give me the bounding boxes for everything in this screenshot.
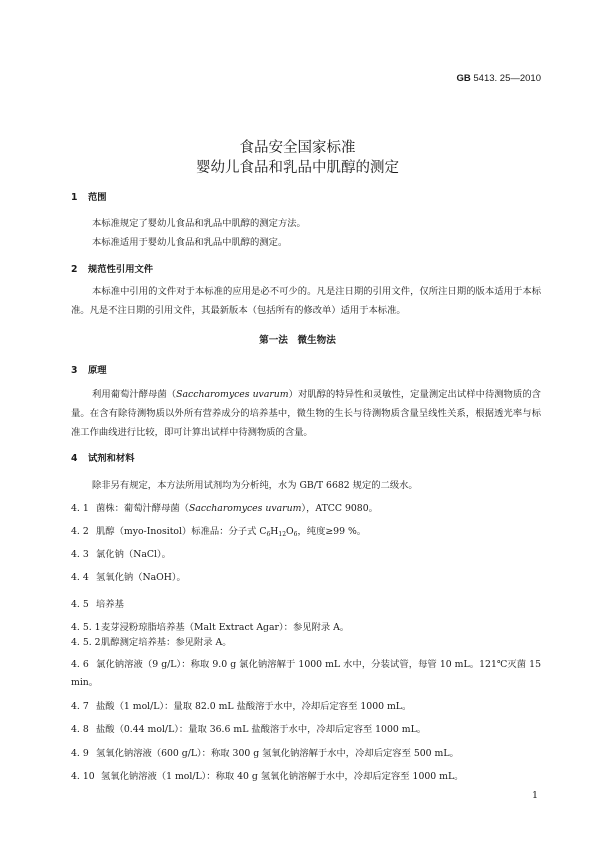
section-title: 试剂和材料 — [88, 453, 135, 464]
item-number: 4. 10 — [71, 771, 95, 782]
item-number: 4. 7 — [71, 701, 89, 712]
item-text: 盐酸（0.44 mol/L）：量取 36.6 mL 盐酸溶于水中，冷却后定容至 1000 mL。 — [96, 724, 427, 735]
organism-name: Saccharomyces uvarum — [176, 389, 289, 400]
section-3-heading — [71, 362, 107, 376]
text-run: ）对肌醇的特异性和灵敏性，定量测定出试样中待测物质的含量。在含有除待测物质以外所有营养成分的培养基中，微生物的生长与待测物质含量呈线性关系，根据透光率与标准工作曲线进行比较，即可计算出试样中待测物质的含量。 — [71, 389, 541, 438]
section-1-para-1: 本标准规定了婴幼儿食品和乳品中肌醇的测定方法。 — [92, 218, 306, 229]
item-text: 氢氧化钠溶液（1 mol/L）：称取 40 g 氢氧化钠溶解于水中，冷却后定容至 1000 mL。 — [101, 771, 464, 782]
subscript: 12 — [278, 531, 287, 538]
text-run: 利用葡萄汁酵母菌（ — [92, 389, 177, 400]
item-text: 氢氧化钠（NaOH）。 — [96, 572, 186, 583]
section-4-para-1: 除非另有规定，本方法所用试剂均为分析纯，水为 GB/T 6682 规定的二级水。 — [92, 480, 418, 491]
section-number: 1 — [71, 192, 78, 203]
item-4-8 — [71, 721, 426, 735]
item-4-6 — [71, 656, 541, 692]
text-run: 肌醇（myo-Inositol）标准品：分子式 C — [96, 526, 267, 537]
method-title: 第一法 微生物法 — [259, 335, 336, 346]
page-number: 1 — [531, 790, 538, 801]
item-number: 4. 9 — [71, 748, 89, 759]
standard-code — [456, 73, 541, 84]
section-title: 规范性引用文件 — [88, 264, 154, 275]
item-4-2 — [71, 523, 366, 538]
section-title: 范围 — [88, 192, 107, 203]
section-number: 2 — [71, 264, 78, 275]
item-4-3 — [71, 546, 171, 560]
section-2-para-1: 本标准中引用的文件对于本标准的应用是必不可少的。凡是注日期的引用文件，仅所注日期的版本适用于本标准。凡是不注日期的引用文件，其最新版本（包括所有的修改单）适用于本标准。 — [71, 286, 541, 316]
section-number: 4 — [71, 453, 78, 464]
item-text: 氢氧化钠溶液（600 g/L）：称取 300 g 氢氧化钠溶解于水中，冷却后定容至 500 mL。 — [96, 748, 459, 759]
text-run: ，纯度≥99 %。 — [297, 526, 367, 537]
item-4-1 — [71, 500, 378, 514]
section-1-para-2: 本标准适用于婴幼儿食品和乳品中肌醇的测定。 — [92, 237, 288, 248]
item-text: 氯化钠溶液（9 g/L）：称取 9.0 g 氯化钠溶解于 1000 mL 水中，分装试管，每管 10 mL。121℃灭菌 15 min。 — [71, 659, 541, 688]
standard-prefix: GB — [456, 73, 471, 84]
item-text: 氯化钠（NaCl）。 — [96, 549, 171, 560]
text-run: 菌株：葡萄汁酵母菌（ — [96, 503, 189, 514]
item-number: 4. 5 — [71, 599, 89, 610]
subscript: 6 — [293, 531, 298, 538]
text-run: ），ATCC 9080。 — [301, 503, 378, 514]
section-4-heading — [71, 450, 135, 464]
section-title: 原理 — [88, 365, 107, 376]
section-3-para-1 — [71, 385, 541, 442]
document-title-line1: 食品安全国家标准 — [239, 140, 356, 156]
item-4-10 — [71, 768, 463, 782]
item-4-5-2 — [71, 634, 232, 648]
item-number: 4. 1 — [71, 503, 89, 514]
section-number: 3 — [71, 365, 78, 376]
item-text: 盐酸（1 mol/L）：量取 82.0 mL 盐酸溶于水中，冷却后定容至 1000 mL。 — [96, 701, 412, 712]
item-4-7 — [71, 698, 411, 712]
item-text: 培养基 — [96, 599, 124, 610]
item-4-9 — [71, 745, 459, 759]
item-number: 4. 5. 1 — [71, 622, 101, 633]
text-run: H — [270, 526, 279, 537]
item-4-5 — [71, 596, 124, 610]
item-number: 4. 4 — [71, 572, 89, 583]
item-4-4 — [71, 569, 186, 583]
section-2-heading — [71, 261, 153, 275]
item-number: 4. 6 — [71, 659, 89, 670]
subscript: 6 — [266, 531, 271, 538]
section-1-heading — [71, 189, 107, 203]
item-number: 4. 2 — [71, 526, 89, 537]
item-number: 4. 8 — [71, 724, 89, 735]
text-run: O — [286, 526, 294, 537]
item-text: 肌醇测定培养基：参见附录 A。 — [101, 637, 232, 648]
standard-number: 5413. 25—2010 — [473, 73, 541, 84]
item-number: 4. 5. 2 — [71, 637, 101, 648]
organism-name: Saccharomyces uvarum — [188, 503, 302, 514]
item-text: 麦芽浸粉琼脂培养基（Malt Extract Agar）：参见附录 A。 — [101, 622, 350, 633]
item-number: 4. 3 — [71, 549, 89, 560]
item-4-5-1 — [71, 619, 349, 633]
document-title-line2: 婴幼儿食品和乳品中肌醇的测定 — [196, 160, 399, 176]
